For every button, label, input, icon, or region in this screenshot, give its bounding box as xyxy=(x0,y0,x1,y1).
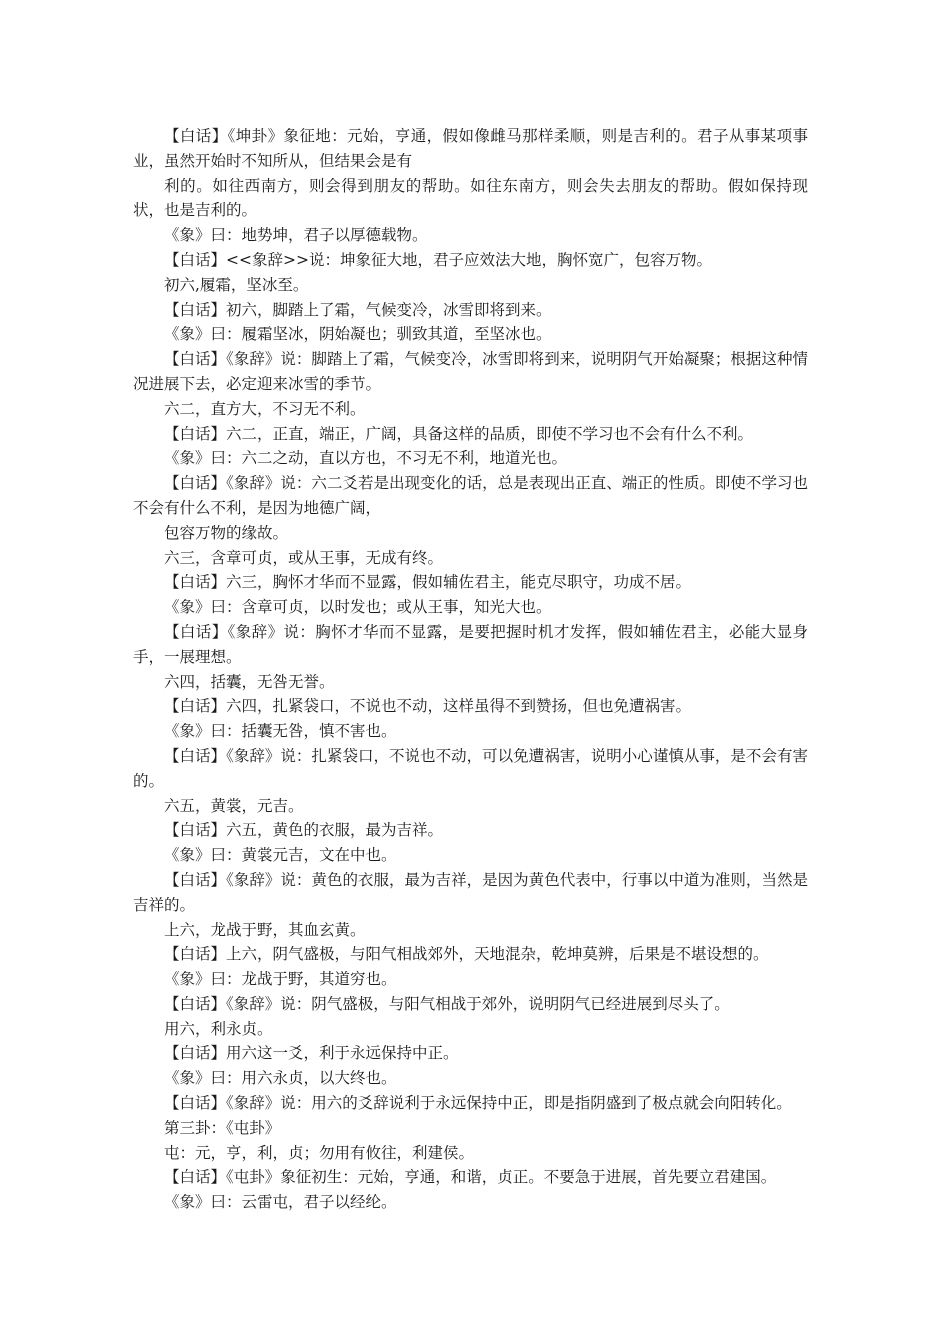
document-body xyxy=(133,124,808,1215)
paragraph: 包容万物的缘故。 xyxy=(164,523,289,542)
paragraph: 【白话】初六，脚踏上了霜，气候变冷，冰雪即将到来。 xyxy=(164,300,552,319)
paragraph: 【白话】六五，黄色的衣服，最为吉祥。 xyxy=(164,821,444,840)
paragraph: 【白话】《象辞》说：六二爻若是出现变化的话，总是表现出正直、端正的性质。即使不学习也不会有什么不利，是因为地德广阔， xyxy=(133,474,808,517)
paragraph: 六五，黄裳，元吉。 xyxy=(164,796,304,815)
paragraph: 【白话】用六这一爻，利于永远保持中正。 xyxy=(164,1044,459,1063)
paragraph: 《象》曰：含章可贞，以时发也；或从王事，知光大也。 xyxy=(164,598,552,617)
paragraph: 利的。如往西南方，则会得到朋友的帮助。如往东南方，则会失去朋友的帮助。假如保持现状，也是吉利的。 xyxy=(133,176,808,220)
paragraph: 屯：元，亨，利，贞；勿用有攸往，利建侯。 xyxy=(164,1143,475,1162)
paragraph: 【白话】《象辞》说：胸怀才华而不显露，是要把握时机才发挥，假如辅佐君主，必能大显身手，一展理想。 xyxy=(133,622,808,666)
paragraph: 《象》曰：用六永贞，以大终也。 xyxy=(164,1069,397,1088)
paragraph: 上六，龙战于野，其血玄黄。 xyxy=(164,920,366,939)
paragraph: 用六，利永贞。 xyxy=(164,1019,273,1038)
paragraph: 【白话】六三，胸怀才华而不显露，假如辅佐君主，能克尽职守，功成不居。 xyxy=(164,573,692,592)
paragraph: 《象》曰：六二之动，直以方也，不习无不利，地道光也。 xyxy=(164,449,568,468)
paragraph: 六二，直方大，不习无不利。 xyxy=(164,399,366,418)
paragraph: 【白话】《坤卦》象征地：元始，亨通，假如像雌马那样柔顺，则是吉利的。君子从事某项事业，虽然开始时不知所从，但结果会是有 xyxy=(133,127,808,170)
paragraph: 【白话】《象辞》说：阴气盛极，与阳气相战于郊外，说明阴气已经进展到尽头了。 xyxy=(164,994,730,1013)
paragraph: 《象》曰：括囊无咎，慎不害也。 xyxy=(164,722,397,741)
paragraph: 《象》曰：云雷屯，君子以经纶。 xyxy=(164,1193,397,1212)
paragraph: 《象》曰：黄裳元吉，文在中也。 xyxy=(164,846,397,865)
paragraph: 【白话】《象辞》说：黄色的衣服，最为吉祥，是因为黄色代表中，行事以中道为准则，当然是吉祥的。 xyxy=(133,870,808,914)
paragraph: 【白话】上六，阴气盛极，与阳气相战郊外，天地混杂，乾坤莫辨，后果是不堪设想的。 xyxy=(164,945,769,964)
paragraph: 《象》曰：地势坤，君子以厚德载物。 xyxy=(164,226,428,245)
paragraph: 《象》曰：履霜坚冰，阴始凝也；驯致其道，至坚冰也。 xyxy=(164,325,552,344)
paragraph: 【白话】六四，扎紧袋口，不说也不动，这样虽得不到赞扬，但也免遭祸害。 xyxy=(164,697,692,716)
paragraph: 六三，含章可贞，或从王事，无成有终。 xyxy=(164,548,444,567)
paragraph: 【白话】<<象辞>>说：坤象征大地，君子应效法大地，胸怀宽广，包容万物。 xyxy=(164,250,712,269)
paragraph: 六四，括囊，无咎无誉。 xyxy=(164,672,335,691)
paragraph: 【白话】《屯卦》象征初生：元始，亨通，和谐，贞正。不要急于进展，首先要立君建国。 xyxy=(164,1168,777,1187)
paragraph: 【白话】《象辞》说：用六的爻辞说利于永远保持中正，即是指阴盛到了极点就会向阳转化。 xyxy=(164,1094,792,1113)
paragraph: 第三卦：《屯卦》 xyxy=(164,1118,281,1137)
paragraph: 【白话】《象辞》说：脚踏上了霜，气候变冷，冰雪即将到来，说明阴气开始凝聚；根据这种情况进展下去，必定迎来冰雪的季节。 xyxy=(133,350,808,393)
paragraph: 《象》曰：龙战于野，其道穷也。 xyxy=(164,970,397,989)
paragraph: 初六,履霜，坚冰至。 xyxy=(164,275,309,294)
paragraph: 【白话】六二，正直，端正，广阔，具备这样的品质，即使不学习也不会有什么不利。 xyxy=(164,424,754,443)
paragraph: 【白话】《象辞》说：扎紧袋口，不说也不动，可以免遭祸害，说明小心谨慎从事，是不会有害的。 xyxy=(133,746,808,790)
